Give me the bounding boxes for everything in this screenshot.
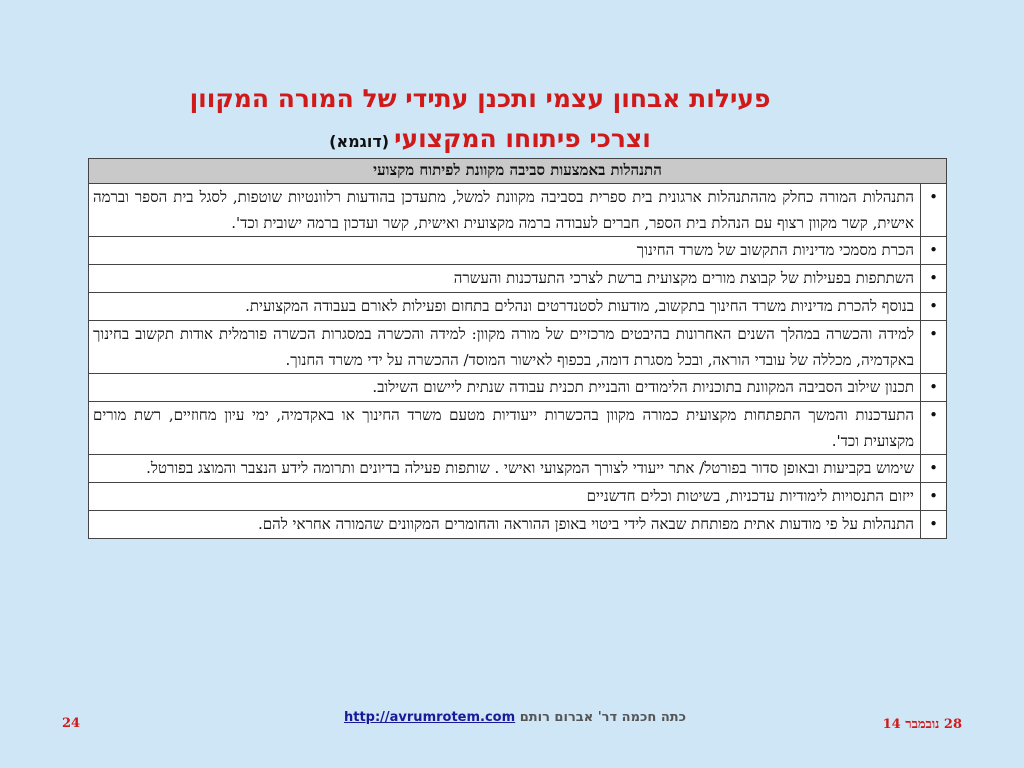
- bullet-icon: •: [921, 374, 947, 402]
- row-text: בנוסף להכרת מדיניות משרד החינוך בתקשוב, מודעות לסטנדרטים ונהלים בתחום ופעילות לאורם בעבודה המקצועית.: [89, 293, 921, 321]
- table-row: [89, 402, 947, 455]
- table-row: [89, 321, 947, 374]
- slide-subtitle-line: [180, 120, 800, 161]
- row-text: הכרת מסמכי מדיניות התקשוב של משרד החינוך: [89, 237, 921, 265]
- page-number: 24: [62, 716, 81, 731]
- table-row: [89, 455, 947, 483]
- table-row: [89, 374, 947, 402]
- footer-credit-text: כתה חכמה דר' אברום רותם: [519, 710, 687, 725]
- table-row: [89, 511, 947, 539]
- row-text: התנהלות המורה כחלק מההתנהלות ארגונית בית ספרית בסביבה מקוונת למשל, מתעדכן בהודעות רלוונטיות שוטפות, לסגל בית הספר וברמה אישית, קשר מקוון רצוף עם הנהלת בית הספר, חברים לעבודה ברמה מקצועית ואישית, קשר ועדכון ברמה ישובית וכד'.: [89, 184, 921, 237]
- bullet-icon: •: [921, 455, 947, 483]
- bullet-icon: •: [921, 265, 947, 293]
- row-text: תכנון שילוב הסביבה המקוונת בתוכניות הלימודים והבניית תכנית עבודה שנתית ליישום השילוב.: [89, 374, 921, 402]
- slide-title: פעילות אבחון עצמי ותכנן עתידי של המורה המקוון: [189, 84, 771, 113]
- bullet-icon: •: [921, 511, 947, 539]
- bullet-icon: •: [921, 184, 947, 237]
- footer-credit: [300, 710, 730, 725]
- table-row: [89, 483, 947, 511]
- table-row: [89, 265, 947, 293]
- bullet-icon: •: [921, 402, 947, 455]
- row-text: התעדכנות והמשך התפתחות מקצועית כמורה מקוון בהכשרות ייעודיות מטעם משרד החינוך או באקדמיה, ימי עיון מחוזיים, רשת מורים מקצועית וכד'.: [89, 402, 921, 455]
- criteria-table: [88, 158, 947, 539]
- row-text: התנהלות על פי מודעות אתית מפותחת שבאה לידי ביטוי באופן ההוראה והחומרים המקוונים שהמורה אחראי להם.: [89, 511, 921, 539]
- bullet-icon: •: [921, 483, 947, 511]
- table-header-row: [89, 159, 947, 184]
- footer-url-link[interactable]: http://avrumrotem.com: [343, 710, 516, 725]
- row-text: שימוש בקביעות ובאופן סדור בפורטל/ אתר ייעודי לצורך המקצועי ואישי . שותפות פעילה בדיונים ותרומה לידע הנצבר והמוצג בפורטל.: [89, 455, 921, 483]
- table-row: [89, 237, 947, 265]
- bullet-icon: •: [921, 237, 947, 265]
- row-text: השתתפות בפעילות של קבוצת מורים מקצועית ברשת לצרכי התעדכנות והעשרה: [89, 265, 921, 293]
- footer-date: 28 נובמבר 14: [882, 717, 962, 732]
- bullet-icon: •: [921, 321, 947, 374]
- bullet-icon: •: [921, 293, 947, 321]
- row-text: ייזום התנסויות לימודיות עדכניות, בשיטות וכלים חדשניים: [89, 483, 921, 511]
- example-label: (דוגמא): [329, 132, 390, 151]
- row-text: למידה והכשרה במהלך השנים האחרונות בהיבטים מרכזיים של מורה מקוון: למידה והכשרה במסגרות הכשרה פורמלית אודות תקשוב בחינוך באקדמיה, מכללה של עובדי הוראה, ובכל מסגרת דומה, בכפוף לאישור המוסד/ ההכשרה על ידי משרד החנוך.: [89, 321, 921, 374]
- slide-subtitle: וצרכי פיתוחו המקצועי: [394, 124, 651, 153]
- table-header: התנהלות באמצעות סביבה מקוונת לפיתוח מקצועי: [89, 159, 947, 184]
- table-row: [89, 184, 947, 237]
- table-row: [89, 293, 947, 321]
